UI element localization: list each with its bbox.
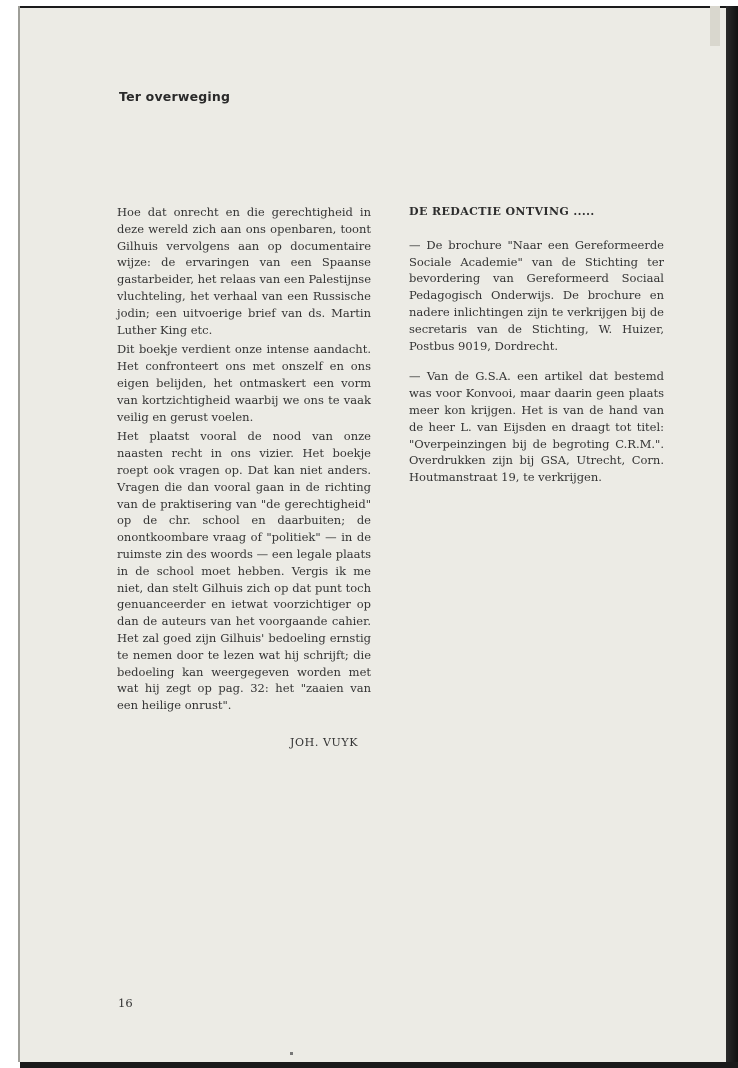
left-paragraph: Het plaatst vooral de nood van onze naasten recht in ons vizier. Het boekje roept ook vragen op. Dat kan niet anders. Vragen die dan vooral gaan in de richting van de praktisering van "de gerechtigheid" op de chr. school en daarbuiten; de onontkoombare vraag of "politiek" — in de ruimste zin des woords — een legale plaats in de school moet hebben. Vergis ik me niet, dan stelt Gilhuis zich op dat punt toch genuanceerder en ietwat voorzichtiger op dan de auteurs van het voorgaande cahier. Het zal goed zijn Gilhuis' bedoeling ernstig te nemen door te lezen wat hij schrijft; die bedoeling kan weergegeven worden met wat hij zegt op pag. 32: het "zaaien van een heilige onrust". [117, 429, 371, 713]
page-tab [710, 6, 720, 46]
column-heading: DE REDACTIE ONTVING ..... [409, 205, 595, 218]
right-column [409, 204, 664, 500]
scan-mark [290, 1052, 293, 1055]
signature: JOH. VUYK [290, 736, 359, 749]
left-paragraph: Hoe dat onrecht en die gerechtigheid in deze wereld zich aan ons openbaren, toont Gilhuis vervolgens aan op documentaire wijze: de ervaringen van een Spaanse gastarbeider, het relaas van een Palestijnse vluchteling, het verhaal van een Russische jodin; een uitvoerige brief van ds. Martin Luther King etc. [117, 205, 371, 337]
left-paragraph: Dit boekje verdient onze intense aandacht. Het confronteert ons met onszelf en ons eigen belijden, het ontmaskert een vorm van kortzichtigheid waarbij we ons te vaak veilig en gerust voelen. [117, 342, 371, 424]
page-number: 16 [118, 996, 133, 1010]
left-column [117, 204, 371, 717]
page-edge-right [726, 6, 738, 1062]
right-paragraph: — De brochure "Naar een Gereformeerde Sociale Academie" van de Stichting ter bevordering van Gereformeerd Sociaal Pedagogisch Onderwijs. De brochure en nadere inlichtingen zijn te verkrijgen bij de secretaris van de Stichting, W. Huizer, Postbus 9019, Dordrecht. [409, 237, 664, 353]
right-paragraph: — Van de G.S.A. een artikel dat bestemd was voor Konvooi, maar daarin geen plaats meer kon krijgen. Het is van de hand van de heer L. van Eijsden en draagt tot titel: "Overpeinzingen bij de begroting C.R.M.". Overdrukken zijn bij GSA, Utrecht, Corn. Houtmanstraat 19, te verkrijgen. [409, 369, 664, 485]
section-header: Ter overweging [119, 89, 231, 104]
page-edge-left [18, 6, 20, 1062]
page-edge-bottom [20, 1062, 738, 1068]
